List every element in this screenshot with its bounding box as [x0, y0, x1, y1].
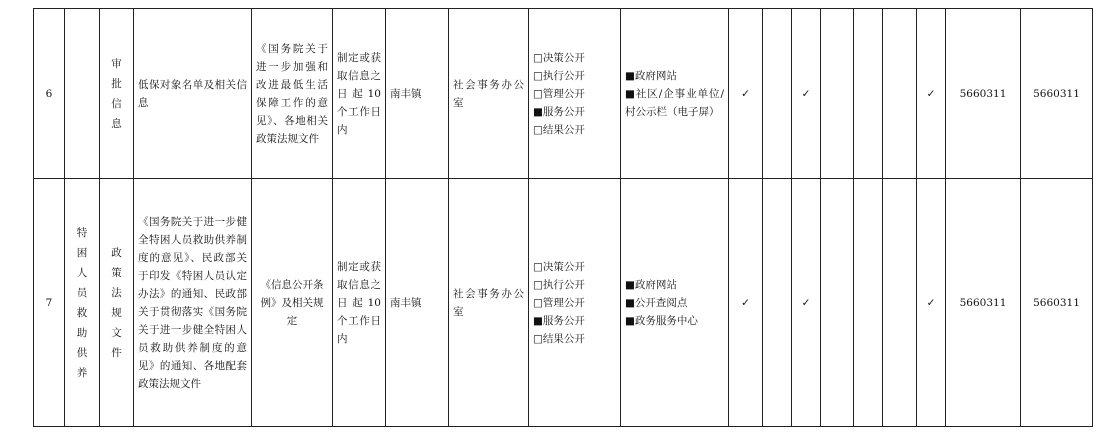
channel-item: ■社区/企事业单位/村公示栏（电子屏） [625, 87, 724, 118]
scope-management: □管理公开 [533, 296, 585, 309]
phone-cell: 5660311 [1021, 9, 1093, 179]
scope-result: □结果公开 [533, 123, 585, 136]
time-limit-cell: 制定或获取信息之日起10个工作日内 [333, 179, 386, 427]
check-mark: ✓ [917, 9, 946, 179]
scope-service: ■服务公开 [533, 105, 585, 118]
basis-cell: 《国务院关于进一步加强和改进最低生活保障工作的意见》、各地相关政策法规文件 [252, 9, 333, 179]
check-mark: ✓ [917, 179, 946, 427]
phone-cell: 5660311 [946, 9, 1021, 179]
check-mark: ✓ [792, 179, 821, 427]
basis-cell: 《信息公开条例》及相关规定 [252, 179, 333, 427]
scope-execution: □执行公开 [533, 278, 585, 291]
disclosure-table [33, 8, 1093, 427]
channel-item: ■政务服务中心 [625, 314, 698, 327]
item-cell: 《国务院关于进一步健全特困人员救助供养制度的意见》、民政部关于印发《特困人员认定办法》的通知、民政部关于贯彻落实《国务院关于进一步健全特困人员救助供养制度的意见》的通知、各地配套政策法规文件 [134, 179, 252, 427]
department-cell: 社会事务办公室 [449, 179, 529, 427]
check-mark [883, 179, 917, 427]
table-row [34, 179, 1093, 427]
department-cell: 社会事务办公室 [449, 9, 529, 179]
scope-result: □结果公开 [533, 332, 585, 345]
scope-decision: □决策公开 [533, 51, 585, 64]
subject-cell: 南丰镇 [386, 9, 449, 179]
time-limit-cell: 制定或获取信息之日起10个工作日内 [333, 9, 386, 179]
channels-cell [621, 9, 729, 179]
check-mark [854, 9, 883, 179]
scope-cell [529, 9, 621, 179]
check-mark: ✓ [792, 9, 821, 179]
check-mark [821, 9, 854, 179]
check-mark: ✓ [729, 9, 763, 179]
subcategory-cell: 政策法规文件 [100, 179, 134, 427]
check-mark [883, 9, 917, 179]
scope-decision: □决策公开 [533, 260, 585, 273]
channels-cell [621, 179, 729, 427]
check-mark [763, 9, 792, 179]
scope-execution: □执行公开 [533, 69, 585, 82]
scope-cell [529, 179, 621, 427]
channel-item: ■公开查阅点 [625, 296, 688, 309]
check-mark [821, 179, 854, 427]
row-number: 7 [34, 179, 65, 427]
item-cell: 低保对象名单及相关信息 [134, 9, 252, 179]
check-mark [854, 179, 883, 427]
subject-cell: 南丰镇 [386, 179, 449, 427]
channel-item: ■政府网站 [625, 278, 677, 291]
phone-cell: 5660311 [1021, 179, 1093, 427]
row-number: 6 [34, 9, 65, 179]
phone-cell: 5660311 [946, 179, 1021, 427]
scope-management: □管理公开 [533, 87, 585, 100]
check-mark [763, 179, 792, 427]
category-cell [65, 9, 100, 179]
table-row [34, 9, 1093, 179]
check-mark: ✓ [729, 179, 763, 427]
subcategory-cell: 审批信息 [100, 9, 134, 179]
category-cell: 特困人员救助供养 [65, 179, 100, 427]
scope-service: ■服务公开 [533, 314, 585, 327]
channel-item: ■政府网站 [625, 69, 677, 82]
